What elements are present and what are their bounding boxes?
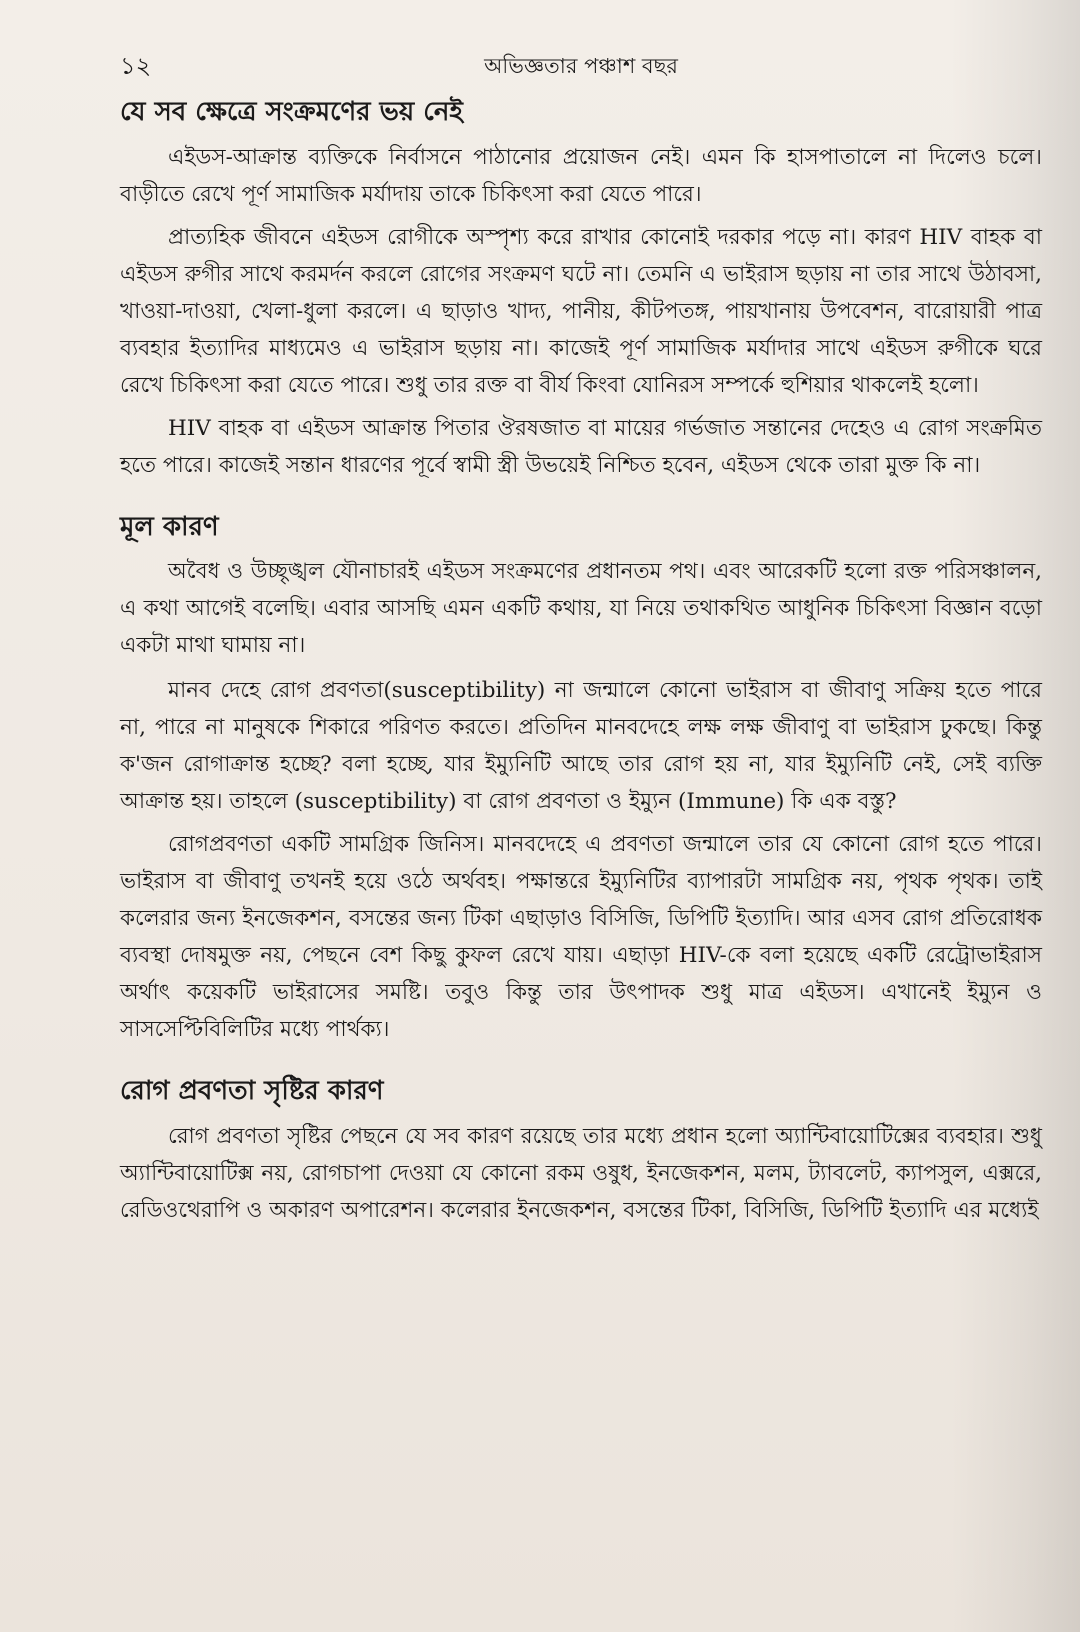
paragraph: এইডস-আক্রান্ত ব্যক্তিকে নির্বাসনে পাঠানোর প্রয়োজন নেই। এমন কি হাসপাতালে না দিলেও চলে। বাড়ীতে রেখে পূর্ণ সামাজিক মর্যাদায় তাকে চিকিৎসা করা যেতে পারে। bbox=[120, 144, 1042, 207]
paragraph: মানব দেহে রোগ প্রবণতা(susceptibility) না জন্মালে কোনো ভাইরাস বা জীবাণু সক্রিয় হতে পারে না, পারে না মানুষকে শিকারে পরিণত করতে। প্রতিদিন মানবদেহে লক্ষ লক্ষ জীবাণু বা ভাইরাস ঢুকছে। কিন্তু ক'জন রোগাক্রান্ত হচ্ছে? বলা হচ্ছে, যার ইম্যুনিটি আছে তার রোগ হয় না, যার ইম্যুনিটি নেই, সেই ব্যক্তি আক্রান্ত হয়। তাহলে (susceptibility) বা রোগ প্রবণতা ও ইম্যুন (Immune) কি এক বস্তু? bbox=[120, 678, 1042, 815]
paragraph: প্রাত্যহিক জীবনে এইডস রোগীকে অস্পৃশ্য করে রাখার কোনোই দরকার পড়ে না। কারণ HIV বাহক বা এইডস রুগীর সাথে করমর্দন করলে রোগের সংক্রমণ ঘটে না। তেমনি এ ভাইরাস ছড়ায় না তার সাথে উঠাবসা, খাওয়া-দাওয়া, খেলা-ধুলা করলে। এ ছাড়াও খাদ্য, পানীয়, কীটপতঙ্গ, পায়খানায় উপবেশন, বারোয়ারী পাত্র ব্যবহার ইত্যাদির মাধ্যমেও এ ভাইরাস ছড়ায় না। কাজেই পূর্ণ সামাজিক মর্যাদার সাথে এইডস রুগীকে ঘরে রেখে চিকিৎসা করা যেতে পারে। শুধু তার রক্ত বা বীর্য কিংবা যোনিরস সম্পর্কে হুশিয়ার থাকলেই হলো। bbox=[120, 224, 1042, 398]
section-heading: যে সব ক্ষেত্রে সংক্রমণের ভয় নেই bbox=[120, 97, 463, 127]
paragraph: HIV বাহক বা এইডস আক্রান্ত পিতার ঔরষজাত বা মায়ের গর্ভজাত সন্তানের দেহেও এ রোগ সংক্রমিত হতে পারে। কাজেই সন্তান ধারণের পূর্বে স্বামী স্ত্রী উভয়েই নিশ্চিত হবেন, এইডস থেকে তারা মুক্ত কি না। bbox=[120, 415, 1042, 478]
page-number: ১২ bbox=[120, 52, 152, 80]
page-header bbox=[120, 44, 1042, 88]
paragraph: রোগপ্রবণতা একটি সামগ্রিক জিনিস। মানবদেহে এ প্রবণতা জন্মালে তার যে কোনো রোগ হতে পারে। ভাইরাস বা জীবাণু তখনই হয়ে ওঠে অর্থবহ। পক্ষান্তরে ইম্যুনিটির ব্যাপারটা সামগ্রিক নয়, পৃথক পৃথক। তাই কলেরার জন্য ইনজেকশন, বসন্তের জন্য টিকা এছাড়াও বিসিজি, ডিপিটি ইত্যাদি। আর এসব রোগ প্রতিরোধক ব্যবস্থা দোষমুক্ত নয়, পেছনে বেশ কিছু কুফল রেখে যায়। এছাড়া HIV-কে বলা হয়েছে একটি রেট্রোভাইরাস অর্থাৎ কয়েকটি ভাইরাসের সমষ্টি। তবুও কিন্তু তার উৎপাদক শুধু মাত্র এইডস। এখানেই ইম্যুন ও সাসসেপ্টিবিলিটির মধ্যে পার্থক্য। bbox=[120, 832, 1042, 1042]
section-no-infection-risk bbox=[120, 96, 1042, 485]
section-heading: রোগ প্রবণতা সৃষ্টির কারণ bbox=[120, 1075, 384, 1106]
section-root-cause bbox=[120, 511, 1042, 1049]
section-susceptibility-causes bbox=[120, 1075, 1042, 1230]
running-title: অভিজ্ঞতার পঞ্চাশ বছর bbox=[484, 54, 678, 78]
paragraph: রোগ প্রবণতা সৃষ্টির পেছনে যে সব কারণ রয়েছে তার মধ্যে প্রধান হলো অ্যান্টিবায়োটিক্সের ব্যবহার। শুধু অ্যান্টিবায়োটিক্স নয়, রোগচাপা দেওয়া যে কোনো রকম ওষুধ, ইনজেকশন, মলম, ট্যাবলেট, ক্যাপসুল, এক্সরে, রেডিওথেরাপি ও অকারণ অপারেশন। কলেরার ইনজেকশন, বসন্তের টিকা, বিসিজি, ডিপিটি ইত্যাদি এর মধ্যেই bbox=[120, 1123, 1042, 1223]
section-heading: মূল কারণ bbox=[120, 511, 219, 542]
paragraph: অবৈধ ও উচ্ছৃঙ্খল যৌনাচারই এইডস সংক্রমণের প্রধানতম পথ। এবং আরেকটি হলো রক্ত পরিসঞ্চালন, এ কথা আগেই বলেছি। এবার আসছি এমন একটি কথায়, যা নিয়ে তথাকথিত আধুনিক চিকিৎসা বিজ্ঞান বড়ো একটা মাথা ঘামায় না। bbox=[120, 559, 1042, 659]
